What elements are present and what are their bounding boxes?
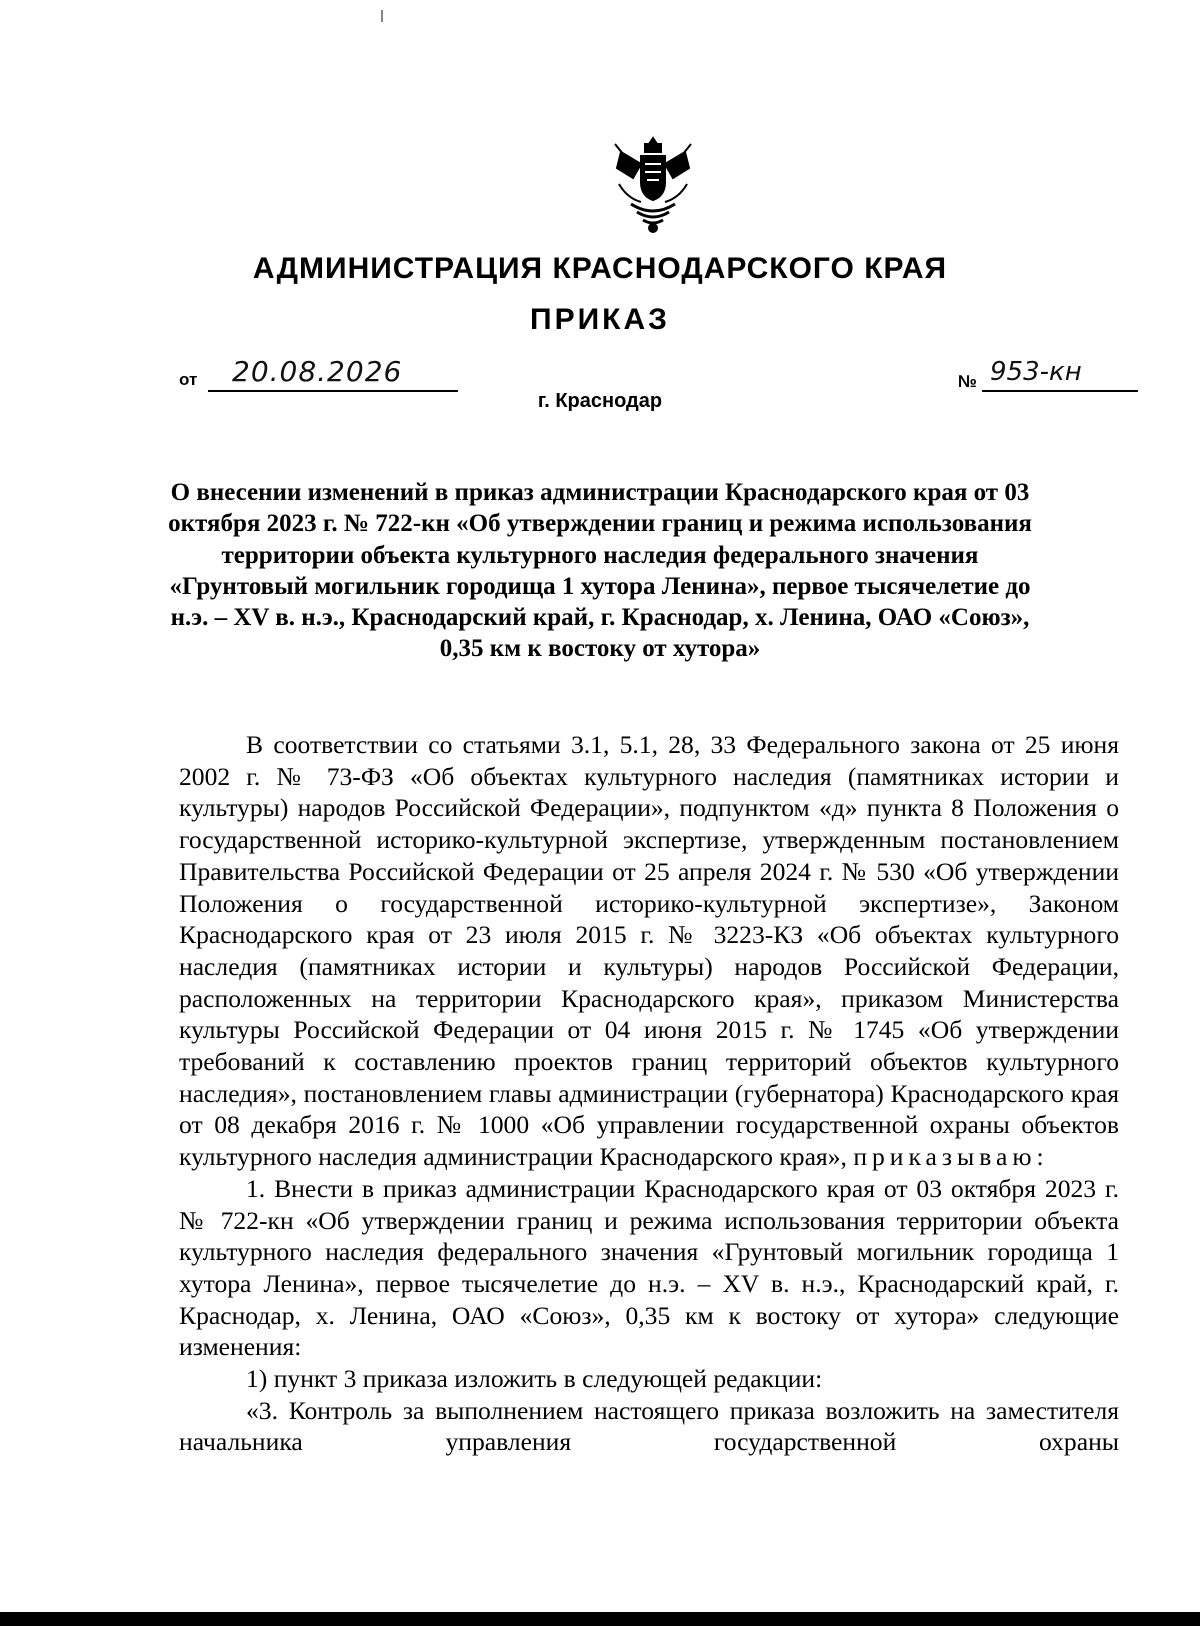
preamble-text: В соответствии со статьями 3.1, 5.1, 28, 33 Федерального закона от 25 июня 2002 г. № 73-ФЗ «Об объектах культурного наследия (памятниках истории и культуры) народов Российской Федерации», подпунктом «д» пункта 8 Положения о государственной историко-культурной экспертизе, утвержденным постановлением Правительства Российской Федерации от 25 апреля 2024 г. № 530 «Об утверждении Положения о государственной историко-культурной экспертизе», Законом Краснодарского края от 23 июля 2015 г. № 3223-КЗ «Об объектах культурного наследия (памятниках истории и культуры) народов Российской Федерации, расположенных на территории Краснодарского края», приказом Министерства культуры Российской Федерации от 04 июня 2015 г. № 1745 «Об утверждении требований к составлению проектов границ территорий объектов культурного наследия», постановлением главы администрации (губернатора) Краснодарского края от 08 декабря 2016 г. № 1000 «Об управлении государственной охраны объектов культурного наследия администрации Краснодарского края»,: [179, 730, 1119, 1172]
coat-of-arms-icon: [611, 134, 695, 234]
date-value: 20.08.2026: [232, 355, 403, 388]
document-type-title: ПРИКАЗ: [530, 303, 670, 336]
scan-artifact: [381, 10, 383, 22]
date-label: от: [179, 370, 198, 389]
paragraph-preamble: [179, 729, 1119, 1173]
paragraph-quoted-item-3: «3. Контроль за выполнением настоящего приказа возложить на заместителя начальника управления государственной охраны: [179, 1395, 1119, 1457]
paragraph-subitem-1: 1) пункт 3 приказа изложить в следующей редакции:: [246, 1364, 823, 1394]
number-label: №: [958, 372, 977, 391]
number-value: 953-кн: [990, 357, 1082, 387]
city-label: г. Краснодар: [537, 390, 663, 412]
paragraph-item-1: 1. Внести в приказ администрации Краснодарского края от 03 октября 2023 г. № 722-кн «Об утверждении границ и режима использования территории объекта культурного наследия федерального значения «Грунтовый могильник городища 1 хутора Ленина», первое тысячелетие до н.э. – XV в. н.э., Краснодарский край, г. Краснодар, х. Ленина, ОАО «Союз», 0,35 км к востоку от хутора» следующие изменения:: [179, 1173, 1119, 1362]
order-word: приказываю:: [853, 1142, 1049, 1172]
organization-title: АДМИНИСТРАЦИЯ КРАСНОДАРСКОГО КРАЯ: [252, 252, 948, 285]
document-body: [179, 729, 1119, 1458]
scan-bottom-edge: [0, 1612, 1200, 1626]
document-subject: О внесении изменений в приказ администрации Краснодарского края от 03 октября 2023 г. № 722-кн «Об утверждении границ и режима использования территории объекта культурного наследия федерального значения «Грунтовый могильник городища 1 хутора Ленина», первое тысячелетие до н.э. – XV в. н.э., Краснодарский край, г. Краснодар, х. Ленина, ОАО «Союз», 0,35 км к востоку от хутора»: [168, 479, 1032, 663]
